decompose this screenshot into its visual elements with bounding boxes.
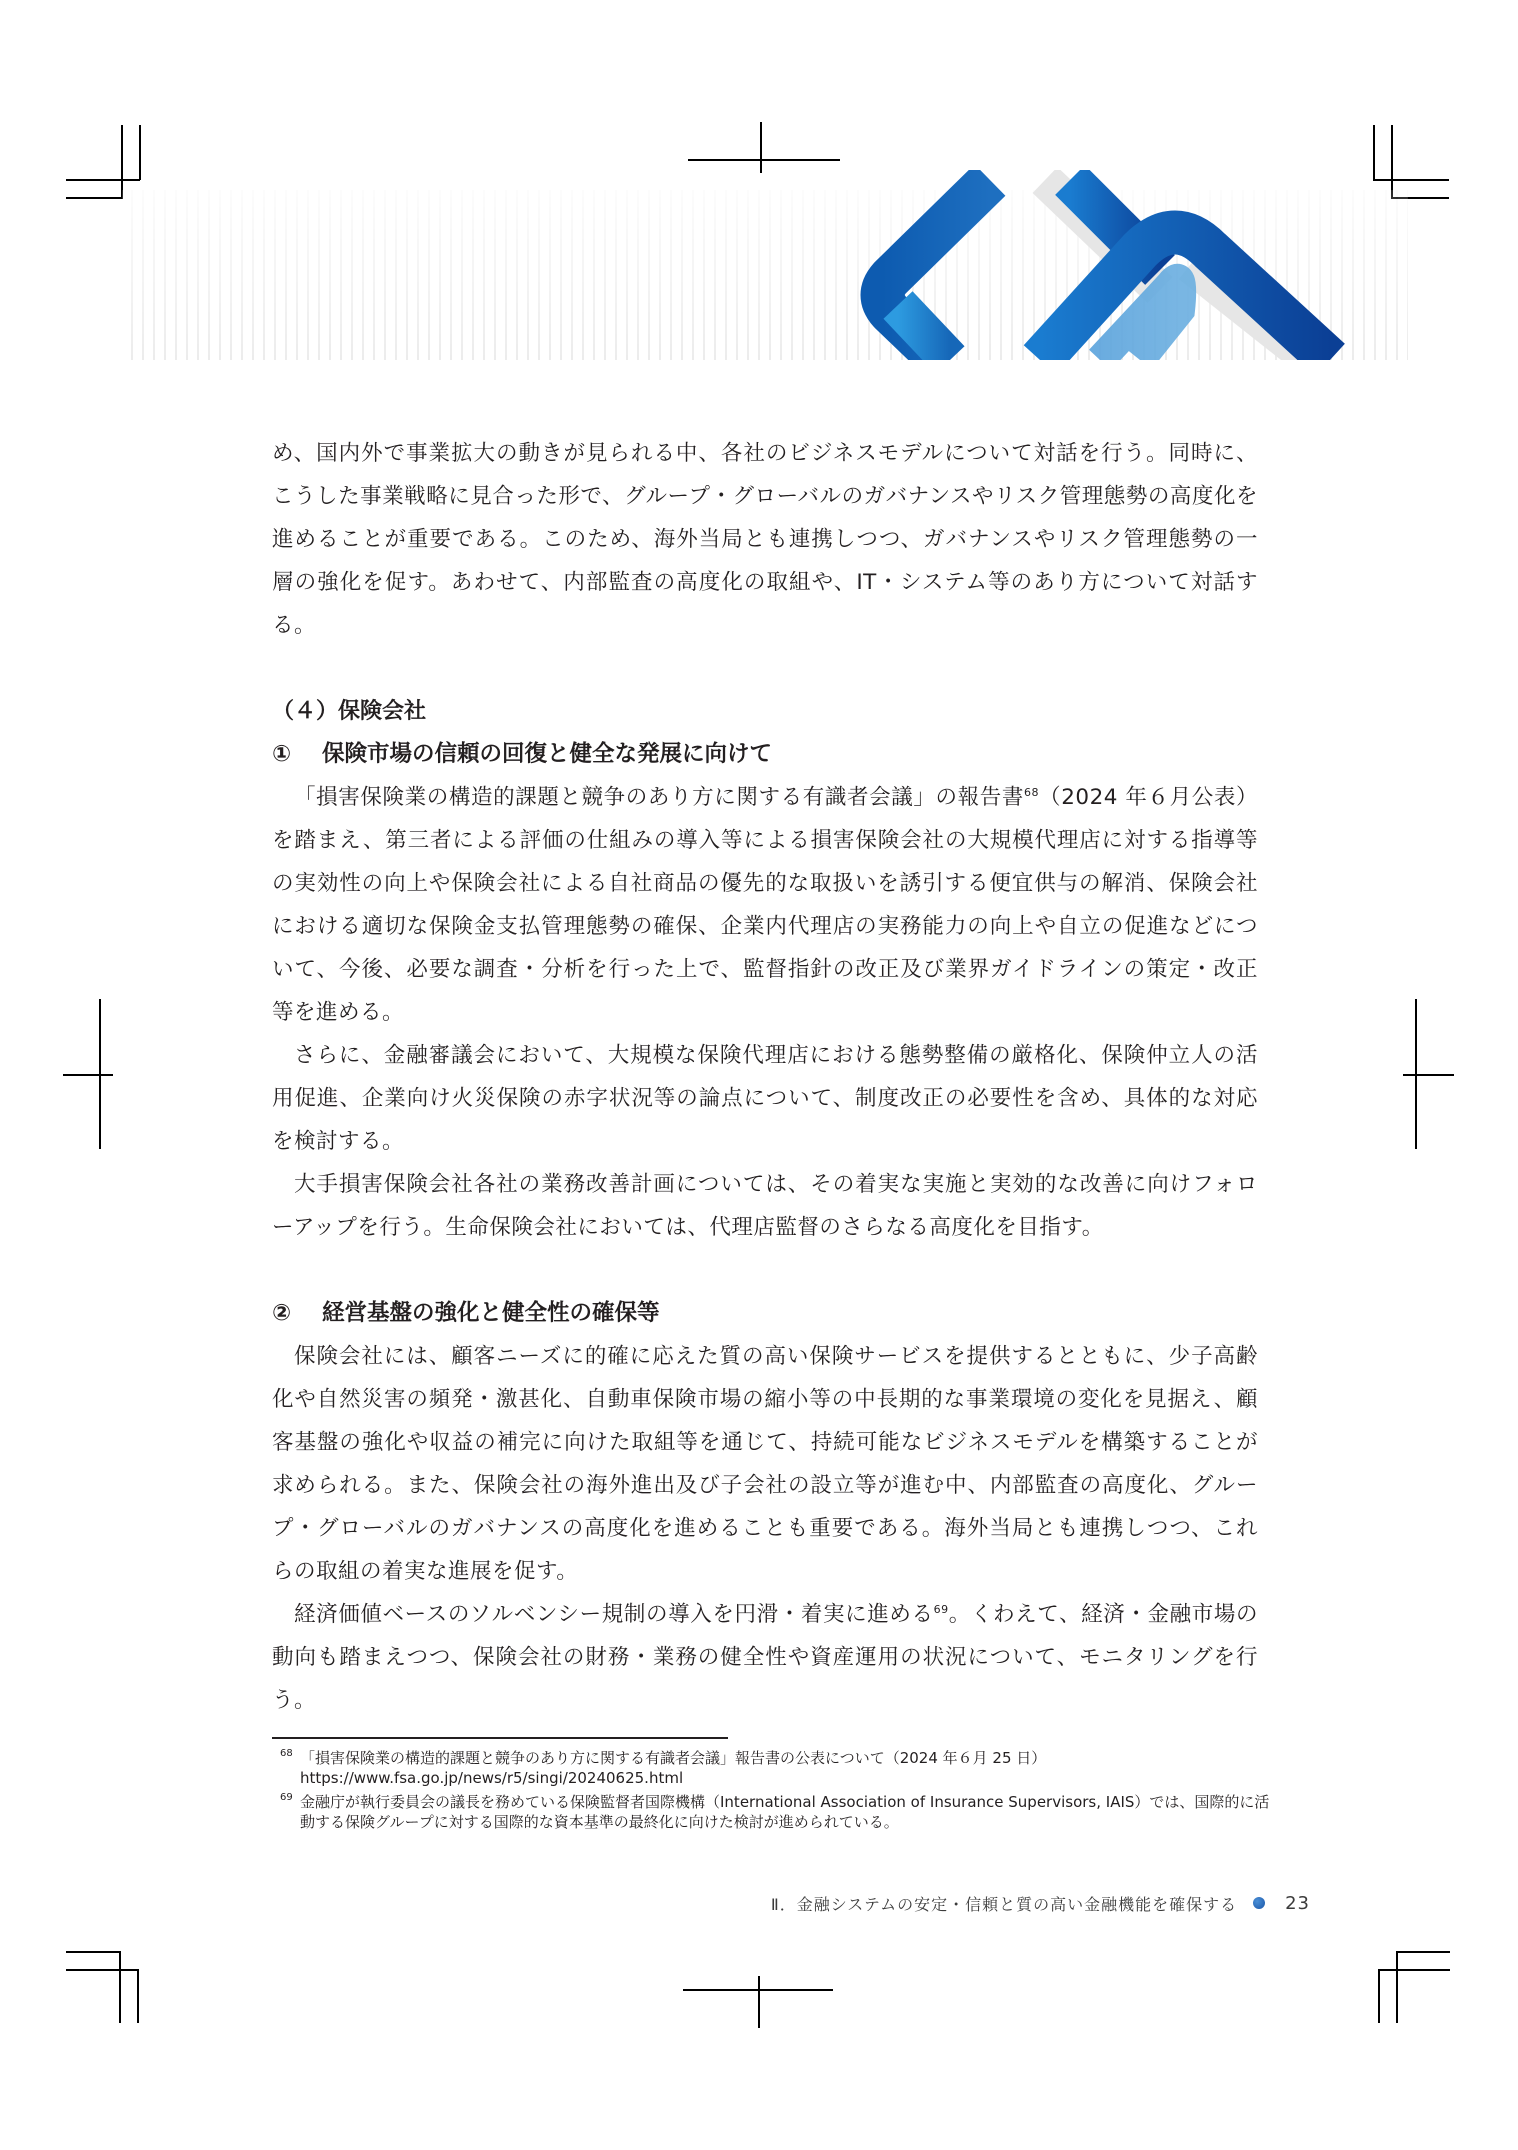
page-number: 23 <box>1285 1892 1310 1914</box>
page-footer <box>760 1890 1310 1916</box>
footnote-ref-69[interactable]: 69 <box>933 1602 949 1616</box>
paragraph: 保険会社には、顧客ニーズに的確に応えた質の高い保険サービスを提供するとともに、少子高齢化や自然災害の頻発・激甚化、自動車保険市場の縮小等の中長期的な事業環境の変化を見据え、顧客基盤の強化や収益の補完に向けた取組等を通じて、持続可能なビジネスモデルを構築することが求められる。また、保険会社の海外進出及び子会社の設立等が進む中、内部監査の高度化、グループ・グローバルのガバナンスの高度化を進めることも重要である。海外当局とも連携しつつ、これらの取組の着実な進展を促す。 <box>272 1344 1258 1584</box>
footnote-69 <box>280 1792 1270 1832</box>
footnote-divider <box>272 1737 728 1739</box>
footnote-ref-68[interactable]: 68 <box>1023 785 1039 799</box>
footnote-68 <box>280 1748 1270 1788</box>
footnote-number: 68 <box>280 1748 293 1759</box>
paragraph: 経済価値ベースのソルベンシー規制の導入を円滑・着実に進める$^{69}$。くわえて、経済・金融市場の動向も踏まえつつ、保険会社の財務・業務の健全性や資産運用の状況について、モニタリングを行う。 <box>272 1602 1258 1713</box>
bullet-dot-icon <box>1253 1897 1265 1909</box>
footnote-number: 69 <box>280 1792 293 1803</box>
subsection-heading: 経営基盤の強化と健全性の確保等 <box>322 1300 660 1326</box>
paragraph: 大手損害保険会社各社の業務改善計画については、その着実な実施と実効的な改善に向けフォローアップを行う。生命保険会社においては、代理店監督のさらなる高度化を目指す。 <box>272 1172 1258 1240</box>
ribbon-logo-icon <box>840 170 1360 360</box>
subsection-number: ① <box>272 741 292 767</box>
paragraph: さらに、金融審議会において、大規模な保険代理店における態勢整備の厳格化、保険仲立人の活用促進、企業向け火災保険の赤字状況等の論点について、制度改正の必要性を含め、具体的な対応を検討する。 <box>272 1043 1258 1154</box>
subsection-title-1 <box>272 733 1258 776</box>
footnotes <box>280 1748 1270 1836</box>
subsection-title-2 <box>272 1292 1258 1335</box>
paragraph: 「損害保険業の構造的課題と競争のあり方に関する有識者会議」の報告書$^{68}$（2024 年６月公表）を踏まえ、第三者による評価の仕組みの導入等による損害保険会社の大規模代理店に対する指導等の実効性の向上や保険会社による自社商品の優先的な取扱いを誘引する便宜供与の解消、保険会社における適切な保険金支払管理態勢の確保、企業内代理店の実務能力の向上や自立の促進などについて、今後、必要な調査・分析を行った上で、監督指針の改正及び業界ガイドラインの策定・改正等を進める。 <box>272 785 1258 1025</box>
main-content <box>272 432 1258 1722</box>
footnote-text: 金融庁が執行委員会の議長を務めている保険監督者国際機構（International Association of Insurance Supervisors, IAIS）では、国際的に活動する保険グループに対する国際的な資本基準の最終化に向けた検討が進められている。 <box>300 1793 1270 1831</box>
footnote-text: 「損害保険業の構造的課題と競争のあり方に関する有識者会議」報告書の公表について（2024 年６月 25 日） <box>300 1749 1047 1767</box>
intro-paragraph: め、国内外で事業拡大の動きが見られる中、各社のビジネスモデルについて対話を行う。同時に、こうした事業戦略に見合った形で、グループ・グローバルのガバナンスやリスク管理態勢の高度化を進めることが重要である。このため、海外当局とも連携しつつ、ガバナンスやリスク管理態勢の一層の強化を促す。あわせて、内部監査の高度化の取組や、IT・システム等のあり方について対話する。 <box>272 441 1258 638</box>
subsection-heading: 保険市場の信頼の回復と健全な発展に向けて <box>322 741 773 767</box>
subsection-number: ② <box>272 1300 292 1326</box>
footnote-url-link[interactable]: https://www.fsa.go.jp/news/r5/singi/20240625.html <box>300 1769 684 1787</box>
section-title: （４）保険会社 <box>272 699 427 724</box>
chapter-title: Ⅱ．金融システムの安定・信頼と質の高い金融機能を確保する <box>770 1894 1238 1914</box>
